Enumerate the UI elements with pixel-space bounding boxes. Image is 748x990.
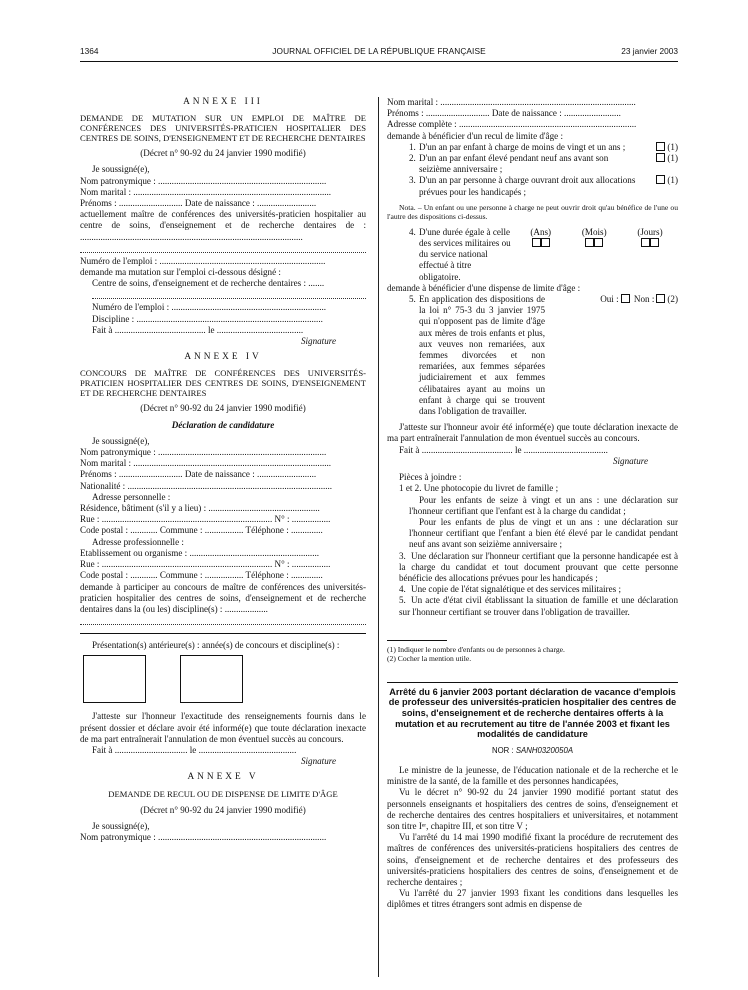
journal-title: JOURNAL OFFICIEL DE LA RÉPUBLIQUE FRANÇAISE (272, 46, 486, 56)
recul-item-2-text: D'un an par enfant élevé pendant neuf ans avant son seizième anniversaire ; (419, 153, 609, 175)
signature-label-2: Signature (300, 756, 336, 767)
demande-dispense-text: demande à bénéficier d'une dispense de limite d'âge : (387, 282, 581, 293)
code-postal-field-2[interactable]: Code postal : ............ Commune : ................. Téléphone : .............. (80, 570, 323, 581)
piece-4-text: Une copie de l'état signalétique et des services militaires ; (411, 584, 621, 595)
note-ref: (1) (667, 175, 678, 186)
arrete-para-1: Le ministre de la jeunesse, de l'éducation nationale et de la recherche et le ministre de la santé, de la famille et des personnes handicapées, (387, 764, 678, 787)
col-ans-label: (Ans) (530, 226, 552, 237)
arrete-para-3: Vu l'arrêté du 14 mai 1990 modifié fixant la procédure de recrutement des maîtres de conférences des universités-praticiens hospitaliers des centres de soins, d'enseignement et de recherche dentaires et des professeurs des universités-praticiens hospitaliers des centres de soins, d'enseignement et de recherche dentaires ; (387, 832, 678, 887)
annex4-decree: (Décret n° 90-92 du 24 janvier 1990 modifié) (140, 403, 306, 414)
fait-a-field-3[interactable]: Fait à ........................................ le ..................................... (399, 444, 608, 455)
mois-box-1[interactable] (585, 238, 594, 247)
actuellement-text[interactable]: actuellement maître de conférences des universités-praticien hospitalier au centre de soins, d'enseignement et de recherche dentaires de : .................................................................................................. (80, 209, 366, 242)
blank-line[interactable] (80, 244, 366, 253)
rue-field[interactable]: Rue : ........................................................................... N° : ................. (80, 514, 331, 525)
page-header (80, 46, 678, 62)
soussigne: Je soussigné(e), (92, 164, 150, 175)
right-column (387, 97, 678, 911)
annex5-decree: (Décret n° 90-92 du 24 janvier 1990 modifié) (140, 804, 306, 815)
recul-item-1-text: D'un an par enfant à charge de moins de vingt et un ans ; (419, 141, 626, 152)
piece-3: 3. Une déclaration sur l'honneur certifiant que la personne handicapée est à la charge du candidat et tout document prouvant que cette personne bénéficie des allocations prévues pour les handicapés ; (399, 550, 678, 583)
nor-code: SANH0320050A (515, 745, 574, 755)
note-ref-2: (2) (667, 294, 678, 305)
footnote-1: (1) Indiquer le nombre d'enfants ou de personnes à charge. (387, 644, 565, 654)
attestation-text: J'atteste sur l'honneur l'exactitude des renseignements fournis dans le présent dossier et déclare avoir été informé(e) que toute déclaration inexacte de ma part entraînerait l'annulation de mon éventuel succès au concours. (80, 711, 366, 744)
declaration-candidature-title: Déclaration de candidature (171, 419, 275, 430)
piece-1-2-a: Pour les enfants de seize à vingt et un ans : une déclaration sur l'honneur certifiant que l'enfant est à la charge du candidat ; (409, 494, 678, 516)
presentations-field[interactable]: Présentation(s) antérieure(s) : année(s) de concours et discipline(s) : (92, 640, 340, 651)
ans-box-2[interactable] (541, 238, 550, 247)
attestation-text-2: J'atteste sur l'honneur avoir été informé(e) que toute déclaration inexacte de ma part entraînerait l'annulation de mon éventuel succès au concours. (387, 422, 678, 444)
recul-item-3: 3. D'un an par personne à charge ouvrant droit aux allocations prévues pour les handicapés ; (1) (409, 175, 678, 197)
recul-item-2: 2. D'un an par enfant élevé pendant neuf ans avant son seizième anniversaire ; (1) (409, 153, 678, 175)
prenoms-dob-field[interactable]: Prénoms : ............................ Date de naissance : .......................... (80, 198, 317, 209)
photo-boxes (80, 655, 366, 703)
signature-label-3: Signature (612, 455, 648, 466)
annex3-heading: DEMANDE DE MUTATION SUR UN EMPLOI DE MAÎTRE DE CONFÉRENCES DES UNIVERSITÉS-PRATICIEN HOSPITALIER DES CENTRES DE SOINS, D'ENSEIGNEMENT ET DE RECHERCHE DENTAIRES (80, 113, 366, 144)
nom-patronymique-field-2[interactable]: Nom patronymique : .......................................................................... (80, 447, 327, 458)
duree-jours (637, 227, 662, 283)
demande-recul-text: demande à bénéficier d'un recul de limite d'âge : (387, 130, 563, 141)
discipline-field[interactable]: Discipline : .................................................................................. (92, 313, 323, 324)
nationalite-field[interactable]: Nationalité : .......................................................................................... (80, 480, 333, 491)
piece-3-text: Une déclaration sur l'honneur certifiant que la personne handicapée est à la charge du candidat et tout document prouvant que cette personne bénéficie des allocations prévues pour les handicapés ; (399, 550, 678, 583)
piece-5-text: Un acte d'état civil établissant la situation de famille et une déclaration sur l'honneur certifiant se trouver dans l'obligation de travailler. (399, 595, 678, 617)
column-divider (378, 97, 379, 977)
recul-item-4-text: D'une durée égale à celle des services militaires ou du service national effectué à titre obligatoire. (419, 226, 511, 282)
jours-box-1[interactable] (641, 238, 650, 247)
etablissement-field[interactable]: Etablissement ou organisme : ......................................................... (80, 547, 320, 558)
adresse-personnelle-label: Adresse personnelle : (92, 491, 171, 502)
code-postal-field[interactable]: Code postal : ............ Commune : ................. Téléphone : .............. (80, 525, 323, 536)
recul-item-3-text: D'un an par personne à charge ouvrant droit aux allocations prévues pour les handicapés ; (419, 175, 636, 197)
recul-item-1-checkbox[interactable] (656, 142, 665, 151)
section-divider-2 (387, 682, 678, 683)
section-divider (80, 633, 366, 634)
residence-field[interactable]: Résidence, bâtiment (s'il y a lieu) : ................................................. (80, 503, 320, 514)
arrete-title: Arrêté du 6 janvier 2003 portant déclaration de vacance d'emplois de professeur des universités-praticien hospitalier des centres de soins, d'enseignement et de recherche dentaires offerts à la mutation et au recrutement au titre de l'année 2003 et fixant les modalités de candidature (388, 686, 677, 740)
pieces-heading: Pièces à joindre : (399, 472, 462, 483)
nor-reference (387, 745, 678, 756)
nom-patronymique-field[interactable]: Nom patronymique : .......................................................................... (80, 175, 327, 186)
nom-marital-field-3[interactable]: Nom marital : ...................................................................................... (387, 97, 636, 107)
arrete-para-4: Vu l'arrêté du 27 janvier 1993 fixant les conditions dans lesquelles les diplômes et titres étrangers sont admis en dispense de (387, 888, 678, 910)
fait-a-field-2[interactable]: Fait à ................................ le ........................................... (92, 744, 297, 755)
annex3-decree: (Décret n° 90-92 du 24 janvier 1990 modifié) (140, 148, 306, 159)
annex4-heading: CONCOURS DE MAÎTRE DE CONFÉRENCES DES UNIVERSITÉS-PRATICIEN HOSPITALIER DES CENTRES DE SOINS, D'ENSEIGNEMENT ET DE RECHERCHE DENTAIRES (80, 368, 366, 399)
dispense-item-5: 5. En application des dispositions de la loi n° 75-3 du 3 janvier 1975 qui n'opposent pas de limite d'âge aux mères de trois enfants et plus, aux veuves non remariées, aux femmes divorcées et non remariées, aux femmes séparées judiciairement et aux femmes célibataires ayant au moins un enfant à charge qui se trouvent dans l'obligation de travailler. Oui : Non : (2) (409, 294, 678, 417)
numero-emploi-field-2[interactable]: Numéro de l'emploi : .................................................................... (92, 302, 327, 313)
soussigne-2: Je soussigné(e), (92, 435, 150, 446)
footnote-rule (387, 640, 447, 641)
non-label: Non : (633, 294, 655, 305)
recul-item-2-checkbox[interactable] (656, 153, 665, 162)
adresse-professionnelle-label: Adresse professionnelle : (92, 536, 184, 547)
recul-item-4: 4. D'une durée égale à celle des services militaires ou du service national effectué à titre obligatoire. (Ans) (Mois) (Jours) (409, 226, 663, 282)
note-ref: (1) (667, 153, 678, 164)
demande-participer-text[interactable]: demande à participer au concours de maître de conférences des universités-praticien hospitalier des centres de soins, d'enseignement et de recherche dentaires dans la (ou les) discipline(s) : ................... (80, 581, 366, 614)
fait-a-field[interactable]: Fait à ........................................ le ...................................... (92, 324, 304, 335)
piece-4: 4. Une copie de l'état signalétique et des services militaires ; (387, 584, 678, 595)
mois-box-2[interactable] (594, 238, 603, 247)
oui-checkbox[interactable] (621, 294, 630, 303)
centre-soins-field[interactable]: Centre de soins, d'enseignement et de recherche dentaires : ....... (92, 278, 325, 289)
piece-5: 5. Un acte d'état civil établissant la situation de famille et une déclaration sur l'honneur certifiant se trouver dans l'obligation de travailler. (399, 595, 678, 617)
arrete-para-2: Vu le décret n° 90-92 du 24 janvier 1990 modifié portant statut des personnels enseignants et hospitaliers des centres de soins, d'enseignement et de recherche dentaires des centres hospitaliers et universitaires, et notamment son titre Iᵉʳ, chapitre III, et son titre V ; (387, 787, 678, 831)
ans-box-1[interactable] (532, 238, 541, 247)
duree-ans (530, 227, 551, 283)
duree-mois (582, 227, 607, 283)
demande-mutation-text: demande ma mutation sur l'emploi ci-dessous désigné : (80, 267, 281, 278)
footnote-2: (2) Cocher la mention utile. (387, 654, 472, 664)
nom-marital-field[interactable]: Nom marital : ....................................................................................... (80, 186, 332, 197)
nom-marital-field-2[interactable]: Nom marital : ....................................................................................... (80, 458, 332, 469)
presentation-box-2[interactable] (180, 655, 243, 703)
presentation-box-1[interactable] (83, 655, 146, 703)
soussigne-3: Je soussigné(e), (92, 820, 150, 831)
issue-date: 23 janvier 2003 (621, 46, 678, 56)
piece-1-2-b: Pour les enfants de plus de vingt et un ans : une déclaration sur l'honneur certifiant que l'enfant a bien été élevé par le candidat pendant neuf ans avant son seizième anniversaire ; (409, 516, 678, 550)
prenoms-dob-field-3[interactable]: Prénoms : ............................ Date de naissance : ......................... (387, 108, 621, 119)
oui-label: Oui : (600, 294, 619, 305)
header-rule (80, 61, 678, 62)
page-number: 1364 (80, 46, 99, 56)
blank-line[interactable] (92, 290, 366, 299)
note-ref: (1) (667, 141, 678, 152)
col-mois-label: (Mois) (581, 226, 607, 237)
non-checkbox[interactable] (656, 294, 665, 303)
prenoms-dob-field-2[interactable]: Prénoms : ............................ Date de naissance : .......................... (80, 469, 317, 480)
adresse-complete-field[interactable]: Adresse complète : .............................................................................. (387, 119, 637, 130)
annex5-heading: DEMANDE DE RECUL OU DE DISPENSE DE LIMITE D'ÂGE (108, 788, 338, 799)
recul-item-1: 1. D'un an par enfant à charge de moins de vingt et un ans ; (1) (409, 141, 678, 152)
col-jours-label: (Jours) (637, 226, 663, 237)
nom-patronymique-field-3[interactable]: Nom patronymique : .......................................................................... (80, 832, 327, 843)
piece-1-2: 1 et 2. Une photocopie du livret de famille ; (399, 483, 559, 494)
annex5-title: ANNEXE V (187, 772, 259, 783)
annex4-title: ANNEXE IV (184, 352, 262, 363)
numero-emploi-field[interactable]: Numéro de l'emploi : ......................................................................... (80, 255, 326, 266)
dispense-item-5-text: En application des dispositions de la loi n° 75-3 du 3 janvier 1975 qui n'opposent pas de limite d'âge aux mères de trois enfants et plus, aux veuves non remariées, aux femmes divorcées et non remariées, aux femmes séparées judiciairement et aux femmes célibataires ayant au moins un enfant à charge qui se trouvent dans l'obligation de travailler. (419, 294, 545, 417)
rue-field-2[interactable]: Rue : ........................................................................... N° : ................. (80, 559, 331, 570)
blank-line[interactable] (80, 616, 366, 625)
jours-box-2[interactable] (650, 238, 659, 247)
nor-label: NOR : (491, 745, 514, 755)
annex3-title: ANNEXE III (183, 97, 263, 107)
left-column (80, 97, 366, 843)
nota-text: Nota. – Un enfant ou une personne à charge ne peut ouvrir droit qu'au bénéfice de l'une ou l'autre des dispositions ci-dessus. (387, 202, 678, 222)
recul-item-3-checkbox[interactable] (656, 175, 665, 184)
signature-label: Signature (300, 336, 336, 347)
